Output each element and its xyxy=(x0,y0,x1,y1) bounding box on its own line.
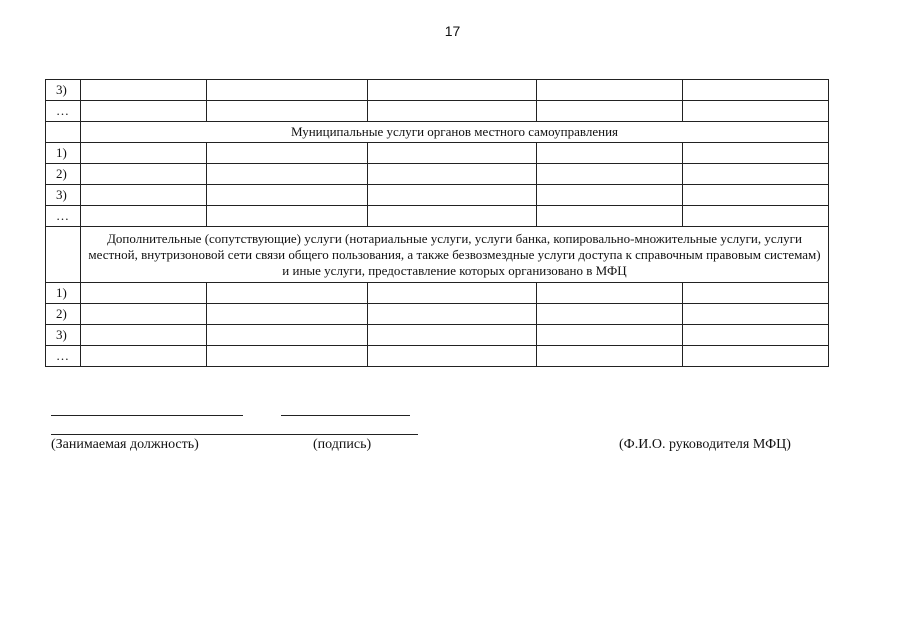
table-row xyxy=(46,206,829,227)
table-cell xyxy=(537,185,683,206)
table-cell xyxy=(46,122,81,143)
table-cell xyxy=(81,185,207,206)
table-cell xyxy=(81,346,207,367)
table-row xyxy=(46,143,829,164)
table-cell xyxy=(537,143,683,164)
table-cell xyxy=(207,185,368,206)
table-cell xyxy=(81,283,207,304)
table-cell xyxy=(683,304,829,325)
section-heading-row xyxy=(46,122,829,143)
table-cell xyxy=(207,346,368,367)
table-cell xyxy=(207,283,368,304)
row-number: … xyxy=(46,346,81,367)
table-cell xyxy=(368,185,537,206)
row-number: 3) xyxy=(46,185,81,206)
table-row xyxy=(46,185,829,206)
table-row xyxy=(46,304,829,325)
table-cell xyxy=(537,164,683,185)
table-cell xyxy=(683,101,829,122)
table-cell xyxy=(46,227,81,283)
table-cell xyxy=(368,325,537,346)
table-cell xyxy=(537,206,683,227)
table-cell xyxy=(368,80,537,101)
table-cell xyxy=(81,164,207,185)
table-cell xyxy=(207,304,368,325)
table-cell xyxy=(81,206,207,227)
table-cell xyxy=(683,80,829,101)
row-number: 2) xyxy=(46,304,81,325)
table-cell xyxy=(683,164,829,185)
table-cell xyxy=(683,346,829,367)
services-table xyxy=(45,79,829,367)
table-cell xyxy=(537,304,683,325)
table-cell xyxy=(81,101,207,122)
table-cell xyxy=(81,80,207,101)
row-number: 3) xyxy=(46,80,81,101)
section-heading-row xyxy=(46,227,829,283)
table-cell xyxy=(368,206,537,227)
signature-long-line xyxy=(51,434,418,435)
section-heading-municipal: Муниципальные услуги органов местного самоуправления xyxy=(81,122,829,143)
name-label: (Ф.И.О. руководителя МФЦ) xyxy=(619,437,791,452)
table-cell xyxy=(81,143,207,164)
section-heading-additional: Дополнительные (сопутствующие) услуги (нотариальные услуги, услуги банка, копировально-множительные услуги, услуги местной, внутризоновой сети связи общего пользования, а также безвозмездные услуги доступа к справочным правовым системам) и иные услуги, предоставление которых организовано в МФЦ xyxy=(81,227,829,283)
table-cell xyxy=(81,325,207,346)
table-cell xyxy=(207,101,368,122)
table-cell xyxy=(368,143,537,164)
table-cell xyxy=(368,304,537,325)
table-cell xyxy=(683,185,829,206)
table-cell xyxy=(368,346,537,367)
position-label: (Занимаемая должность) xyxy=(51,437,199,452)
table-cell xyxy=(537,101,683,122)
table-cell xyxy=(368,283,537,304)
table-cell xyxy=(207,143,368,164)
page-number: 17 xyxy=(444,23,461,39)
row-number: … xyxy=(46,101,81,122)
table-cell xyxy=(683,325,829,346)
row-number: 3) xyxy=(46,325,81,346)
table-row xyxy=(46,101,829,122)
table-cell xyxy=(537,346,683,367)
table-cell xyxy=(368,164,537,185)
table-cell xyxy=(683,206,829,227)
row-number: 1) xyxy=(46,143,81,164)
table-row xyxy=(46,325,829,346)
table-cell xyxy=(537,80,683,101)
table-cell xyxy=(207,206,368,227)
table-row xyxy=(46,283,829,304)
table-cell xyxy=(683,283,829,304)
table-row xyxy=(46,346,829,367)
signature-label: (подпись) xyxy=(313,437,372,452)
table-row xyxy=(46,80,829,101)
table-cell xyxy=(207,325,368,346)
table-cell xyxy=(207,80,368,101)
table-cell xyxy=(81,304,207,325)
row-number: 2) xyxy=(46,164,81,185)
position-short-line xyxy=(51,415,243,416)
table-cell xyxy=(207,164,368,185)
table-row xyxy=(46,164,829,185)
row-number: 1) xyxy=(46,283,81,304)
table-cell xyxy=(537,283,683,304)
signature-short-line xyxy=(281,415,410,416)
table-cell xyxy=(368,101,537,122)
table-cell xyxy=(683,143,829,164)
table-cell xyxy=(537,325,683,346)
row-number: … xyxy=(46,206,81,227)
